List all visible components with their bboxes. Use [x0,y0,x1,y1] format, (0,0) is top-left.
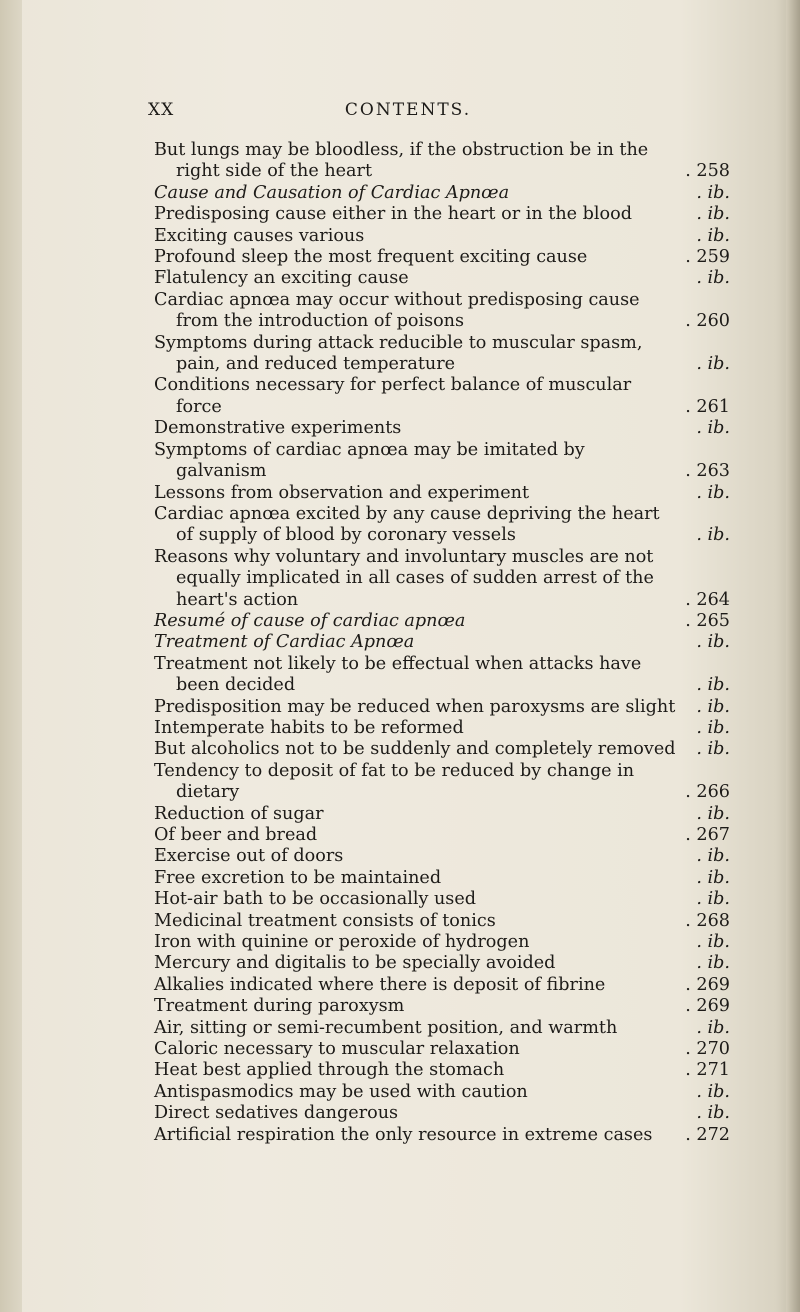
contents-entry [154,996,734,1017]
entry-title: Exercise out of doors [154,846,344,867]
contents-entry [154,1125,734,1146]
entry-page-number: . 260 [685,311,730,332]
page-edge [786,0,800,1312]
entry-page-number: . 264 [685,589,730,610]
contents-entry [154,418,734,439]
entry-title: Intemperate habits to be reformed [154,717,464,738]
entry-title: Mercury and digitalis to be specially avoided [154,953,556,974]
entry-title: Reduction of sugar [154,803,324,824]
contents-entry [154,846,734,867]
entry-page-number: . ib. [696,525,730,546]
contents-entry [154,1082,734,1103]
entry-title: But alcoholics not to be suddenly and completely removed [154,739,676,760]
entry-page-number: . ib. [696,846,730,867]
contents-entry [154,911,734,932]
entry-title: Flatulency an exciting cause [154,268,409,289]
entry-title: Symptoms of cardiac apnœa may be imitated by galvanism [154,439,585,482]
entry-title: Caloric necessary to muscular relaxation [154,1039,520,1060]
entry-title: Tendency to deposit of fat to be reduced by change in dietary [154,760,635,803]
entry-page-number: . ib. [696,803,730,824]
contents-entry [154,632,734,653]
entry-title: Cardiac apnœa excited by any cause depriving the heart of supply of blood by coronary vessels [154,503,660,546]
entry-page-number: . 261 [685,396,730,417]
entry-title: Treatment during paroxysm [154,996,405,1017]
entry-title: Direct sedatives dangerous [154,1103,399,1124]
contents-entry [154,804,734,825]
entry-page-number: . 266 [685,782,730,803]
entry-title: Heat best applied through the stomach [154,1060,505,1081]
entry-page-number: . 268 [685,910,730,931]
entry-page-number: . ib. [696,204,730,225]
entry-title: Free excretion to be maintained [154,867,442,888]
entry-page-number: . 272 [685,1124,730,1145]
contents-entry [154,932,734,953]
entry-page-number: . ib. [696,418,730,439]
contents-entry [154,889,734,910]
page-gutter [0,0,22,1312]
contents-entry [154,504,734,547]
entry-title: Treatment of Cardiac Apnœa [154,632,415,653]
contents-entry [154,1039,734,1060]
entry-page-number: . 271 [685,1060,730,1081]
entry-page-number: . ib. [696,675,730,696]
contents-entry [154,1060,734,1081]
entry-title: Conditions necessary for perfect balance of muscular force [154,375,632,417]
entry-page-number: . 258 [685,161,730,182]
entry-title: Lessons from observation and experiment [154,482,530,503]
entry-page-number: . 269 [685,996,730,1017]
contents-entry [154,547,734,611]
contents-entry [154,440,734,483]
entry-title: Reasons why voluntary and involuntary muscles are not equally implicated in all cases of sudden arrest of the heart's action [154,546,654,610]
entry-page-number: . ib. [696,1081,730,1102]
entry-title: Of beer and bread [154,825,318,845]
entry-page-number: . 269 [685,974,730,995]
entry-page-number: . ib. [696,354,730,375]
entry-title: Air, sitting or semi-recumbent position, and warmth [154,1017,618,1038]
contents-entry [154,718,734,739]
entry-title: Hot-air bath to be occasionally used [154,889,477,910]
entry-title: Medicinal treatment consists of tonics [154,910,496,931]
contents-entry [154,247,734,268]
entry-page-number: . 267 [685,825,730,845]
contents-entry [154,290,734,333]
contents-entry [154,825,734,846]
contents-entry [154,761,734,804]
entry-title: Symptoms during attack reducible to muscular spasm, pain, and reduced temperature [154,332,643,375]
entry-title: Predisposition may be reduced when paroxysms are slight [154,696,676,717]
entry-title: Alkalies indicated where there is deposit of fibrine [154,974,606,995]
entry-page-number: . 259 [685,247,730,268]
contents-entry [154,697,734,718]
entry-page-number: . ib. [696,632,730,653]
contents-entry [154,183,734,204]
entry-title: Antispasmodics may be used with caution [154,1081,528,1102]
entry-page-number: . ib. [696,1103,730,1124]
entry-page-number: . ib. [696,182,730,203]
contents-entry [154,375,734,418]
contents-entry [154,739,734,760]
entry-page-number: . 265 [685,610,730,631]
entry-page-number: . ib. [696,1017,730,1038]
contents-entry [154,953,734,974]
entry-title: Artificial respiration the only resource in extreme cases [154,1124,653,1145]
entry-page-number: . ib. [696,482,730,503]
entry-page-number: . 263 [685,461,730,482]
contents-list [154,140,734,1146]
contents-entry [154,868,734,889]
contents-entry [154,611,734,632]
contents-entry [154,1103,734,1124]
entry-page-number: . ib. [696,696,730,717]
contents-entry [154,268,734,289]
entry-page-number: . ib. [696,953,730,974]
entry-page-number: . ib. [696,867,730,888]
entry-title: But lungs may be bloodless, if the obstruction be in the right side of the heart [154,140,649,182]
entry-title: Resumé of cause of cardiac apnœa [154,610,466,631]
entry-page-number: . ib. [696,932,730,953]
entry-page-number: . 270 [685,1039,730,1060]
entry-page-number: . ib. [696,717,730,738]
contents-entry [154,204,734,225]
running-title: CONTENTS. [344,100,472,120]
contents-entry [154,140,734,183]
contents-entry [154,226,734,247]
contents-entry [154,654,734,697]
entry-title: Profound sleep the most frequent exciting cause [154,247,588,268]
entry-title: Cardiac apnœa may occur without predisposing cause from the introduction of poisons [154,289,640,332]
entry-page-number: . ib. [696,739,730,760]
entry-title: Exciting causes various [154,225,365,246]
page-folio: XX [148,100,175,120]
entry-title: Cause and Causation of Cardiac Apnœa [154,182,510,203]
entry-title: Demonstrative experiments [154,418,402,439]
entry-title: Predisposing cause either in the heart or in the blood [154,204,632,225]
entry-page-number: . ib. [696,225,730,246]
contents-entry [154,483,734,504]
contents-entry [154,333,734,376]
entry-title: Treatment not likely to be effectual when attacks have been decided [154,653,642,696]
entry-title: Iron with quinine or peroxide of hydrogen [154,932,530,953]
contents-entry [154,1018,734,1039]
contents-entry [154,975,734,996]
entry-page-number: . ib. [696,268,730,289]
entry-page-number: . ib. [696,889,730,910]
